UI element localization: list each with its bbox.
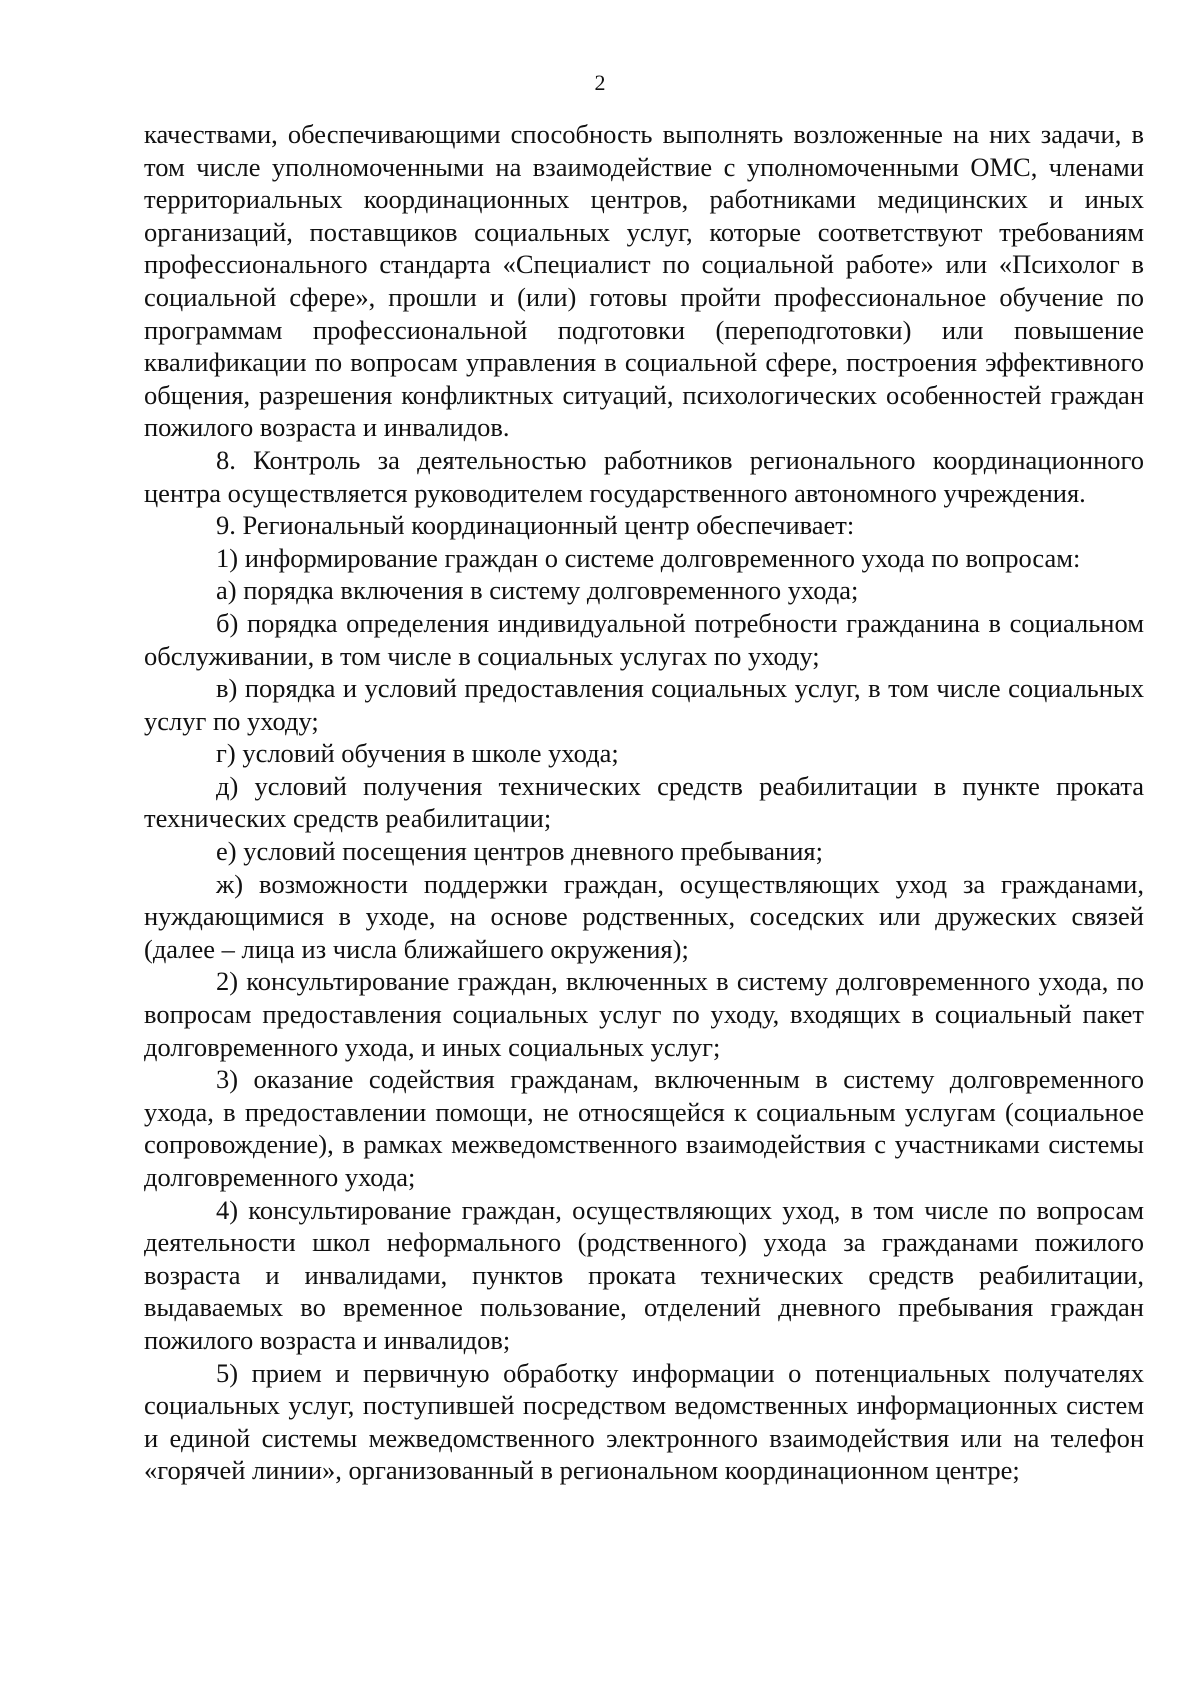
list-subitem-e: е) условий посещения центров дневного пребывания; — [216, 836, 823, 867]
paragraph-item-8: 8. Контроль за деятельностью работников регионального координационного центра осуществляется руководителем государственного автономного учреждения. — [144, 444, 1144, 508]
list-subitem-v: в) порядка и условий предоставления социальных услуг, в том числе социальных услуг по уходу; — [144, 673, 1144, 736]
list-subitem-zh: ж) возможности поддержки граждан, осуществляющих уход за гражданами, нуждающимися в уходе, на основе родственных, соседских или дружеских связей (далее – лица из числа ближайшего окружения); — [144, 868, 1144, 964]
list-subitem-b: б) порядка определения индивидуальной потребности гражданина в социальном обслуживании, в том числе в социальных услугах по уходу; — [144, 607, 1144, 671]
list-item-3: 3) оказание содействия гражданам, включенным в систему долговременного ухода, в предоставлении помощи, не относящейся к социальным услугам (социальное сопровождение), в рамках межведомственного взаимодействия с участниками системы долговременного ухода; — [144, 1064, 1144, 1192]
list-subitem-a: а) порядка включения в систему долговременного ухода; — [216, 575, 859, 606]
list-item-1: 1) информирование граждан о системе долговременного ухода по вопросам: — [216, 542, 1081, 573]
list-item-5: 5) прием и первичную обработку информации о потенциальных получателях социальных услуг, поступившей посредством ведомственных информационных систем и единой системы межведомственного электронного взаимодействия или на телефон «горячей линии», организованный в региональном координационном центре; — [144, 1357, 1144, 1486]
document-body — [144, 118, 1144, 1487]
list-subitem-d: д) условий получения технических средств реабилитации в пункте проката технических средств реабилитации; — [144, 770, 1144, 834]
list-subitem-g: г) условий обучения в школе ухода; — [216, 738, 619, 769]
paragraph-item-9: 9. Региональный координационный центр обеспечивает: — [216, 510, 855, 541]
paragraph-continuation: качествами, обеспечивающими способность выполнять возложенные на них задачи, в том числе уполномоченными на взаимодействие с уполномоченными ОМС, членами территориальных координационных центров, работниками медицинских и иных организаций, поставщиков социальных услуг, которые соответствуют требованиям профессионального стандарта «Специалист по социальной работе» или «Психолог в социальной сфере», прошли и (или) готовы пройти профессиональное обучение по программам профессиональной подготовки (переподготовки) или повышение квалификации по вопросам управления в социальной сфере, построения эффективного общения, разрешения конфликтных ситуаций, психологических особенностей граждан пожилого возраста и инвалидов. — [144, 119, 1144, 443]
list-item-4: 4) консультирование граждан, осуществляющих уход, в том числе по вопросам деятельности школ неформального (родственного) ухода за гражданами пожилого возраста и инвалидами, пунктов проката технических средств реабилитации, выдаваемых во временное пользование, отделений дневного пребывания граждан пожилого возраста и инвалидов; — [144, 1194, 1144, 1355]
list-item-2: 2) консультирование граждан, включенных в систему долговременного ухода, по вопросам предоставления социальных услуг по уходу, входящих в социальный пакет долговременного ухода, и иных социальных услуг; — [144, 966, 1144, 1062]
page-number: 2 — [594, 70, 606, 95]
